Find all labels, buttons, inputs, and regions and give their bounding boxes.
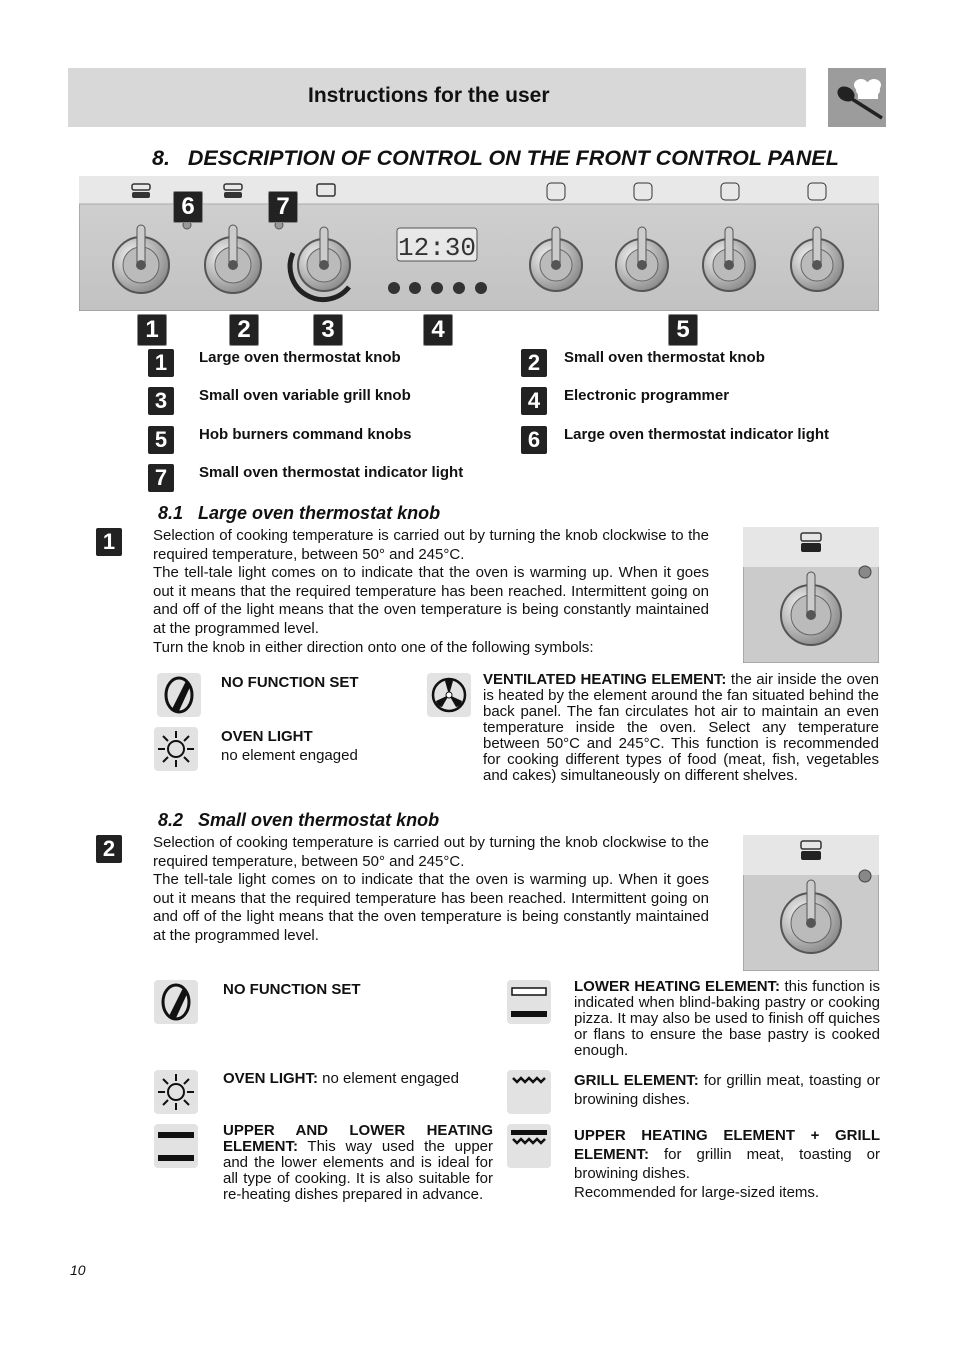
ventilated-heating-description bbox=[483, 672, 879, 784]
paragraph: Selection of cooking temperature is carried out by turning the knob clockwise to the required temperature, between 50° and 245°C. bbox=[153, 834, 709, 870]
paragraph: The tell-tale light comes on to indicate that the oven is warming up. When it goes out it means that the required temperature has been reached. Intermittent going on and off of the light means that the oven temperature is being constantly maintained at the programmed level. bbox=[153, 564, 709, 637]
upper-heating-grill-label: UPPER HEATING ELEMENT + GRILL ELEMENT: bbox=[574, 1127, 880, 1163]
no-function-icon bbox=[157, 673, 201, 717]
callout-6: 6 bbox=[173, 191, 203, 223]
oven-light-label: OVEN LIGHT: bbox=[223, 1070, 319, 1087]
grill-description bbox=[574, 1071, 880, 1109]
upper-heating-grill-icon bbox=[507, 1124, 551, 1168]
upper-lower-heating-text: This way used the upper and the lower elements and is ideal for all type of cooking. It is also suitable for re-heating dishes prepared in advance. bbox=[223, 1138, 493, 1203]
grill-text: for grillin meat, toasting or browining dishes. bbox=[574, 1072, 881, 1108]
ventilated-heating-label: VENTILATED HEATING ELEMENT: bbox=[483, 671, 727, 688]
lower-heating-label: LOWER HEATING ELEMENT: bbox=[574, 978, 781, 995]
callout-1: 1 bbox=[137, 314, 167, 346]
legend-num-2: 2 bbox=[521, 349, 547, 377]
legend-num-6: 6 bbox=[521, 426, 547, 454]
oven-light-icon bbox=[154, 1070, 198, 1114]
legend-label-6: Large oven thermostat indicator light bbox=[564, 426, 830, 443]
paragraph: Turn the knob in either direction onto one of the following symbols: bbox=[153, 638, 594, 656]
legend-label-4: Electronic programmer bbox=[564, 387, 730, 404]
subsection-title-8-1: 8.1 Large oven thermostat knob bbox=[158, 503, 441, 523]
header-title: Instructions for the user bbox=[308, 84, 550, 107]
oven-light-sub: no element engaged bbox=[221, 747, 358, 764]
section-title: 8. DESCRIPTION OF CONTROL ON THE FRONT CONTROL PANEL bbox=[152, 146, 839, 170]
svg-text:12:30: 12:30 bbox=[397, 233, 477, 263]
grill-label: GRILL ELEMENT: bbox=[574, 1072, 699, 1089]
legend-num-4: 4 bbox=[521, 387, 547, 415]
no-function-icon bbox=[154, 980, 198, 1024]
upper-heating-grill-text: for grillin meat, toasting or browining dishes. bbox=[574, 1146, 880, 1182]
legend-label-5: Hob burners command knobs bbox=[199, 426, 412, 443]
legend-num-1: 1 bbox=[148, 349, 174, 377]
callout-7: 7 bbox=[268, 191, 298, 223]
paragraph: The tell-tale light comes on to indicate that the oven is warming up. When it goes out it means that the required temperature has been reached. Intermittent going on and off of the light means that the oven temperature is being constantly maintained at the programmed level. bbox=[153, 871, 709, 944]
legend-num-7: 7 bbox=[148, 464, 174, 492]
upper-lower-heating-label: UPPER AND LOWER HEATING ELEMENT: bbox=[223, 1122, 493, 1155]
upper-heating-grill-text-2: Recommended for large-sized items. bbox=[574, 1184, 820, 1201]
lower-heating-text: this function is indicated when blind-baking pastry or cooking pizza. It may also be used to finish off quiches or flans to ensure the base pastry is cooked enough. bbox=[574, 978, 881, 1059]
oven-light-label: OVEN LIGHT bbox=[221, 728, 313, 745]
chef-spoon-icon bbox=[828, 68, 886, 127]
legend-num-5: 5 bbox=[148, 426, 174, 454]
section-8-2-text bbox=[153, 834, 709, 946]
subsection-title-8-2: 8.2 Small oven thermostat knob bbox=[158, 810, 440, 830]
legend-label-3: Small oven variable grill knob bbox=[199, 387, 411, 404]
legend-label-2: Small oven thermostat knob bbox=[564, 349, 765, 366]
oven-light-text: no element engaged bbox=[318, 1070, 459, 1087]
page-number: 10 bbox=[70, 1262, 86, 1278]
oven-light-icon bbox=[154, 727, 198, 771]
no-function-label: NO FUNCTION SET bbox=[223, 981, 361, 998]
lower-heating-description bbox=[574, 979, 880, 1059]
grill-icon bbox=[507, 1070, 551, 1114]
lower-heating-icon bbox=[507, 980, 551, 1024]
callout-4: 4 bbox=[423, 314, 453, 346]
upper-lower-heating-icon bbox=[154, 1124, 198, 1168]
small-oven-knob-thumbnail bbox=[743, 835, 879, 971]
callout-5: 5 bbox=[668, 314, 698, 346]
legend-num-3: 3 bbox=[148, 387, 174, 415]
upper-heating-grill-description bbox=[574, 1126, 880, 1202]
section-num-1: 1 bbox=[96, 528, 122, 556]
section-num-2: 2 bbox=[96, 835, 122, 863]
fan-icon bbox=[427, 673, 471, 717]
no-function-label: NO FUNCTION SET bbox=[221, 674, 359, 691]
oven-light-description bbox=[223, 1071, 493, 1087]
section-8-1-text bbox=[153, 527, 709, 657]
paragraph: Selection of cooking temperature is carried out by turning the knob clockwise to the required temperature, between 50° and 245°C. bbox=[153, 527, 709, 563]
ventilated-heating-text: the air inside the oven is heated by the element around the fan situated behind the back panel. The fan circulates hot air to maintain an even temperature inside the oven. Select any temperature between 50°C and 245°C. This function is recommended for cooking different types of food (meat, fish, vegetables and cakes) simultaneously on different shelves. bbox=[483, 671, 879, 784]
legend-label-7: Small oven thermostat indicator light bbox=[199, 464, 464, 481]
large-oven-knob-thumbnail bbox=[743, 527, 879, 663]
callout-2: 2 bbox=[229, 314, 259, 346]
upper-lower-heating-description bbox=[223, 1123, 493, 1203]
callout-3: 3 bbox=[313, 314, 343, 346]
legend-label-1: Large oven thermostat knob bbox=[199, 349, 401, 366]
